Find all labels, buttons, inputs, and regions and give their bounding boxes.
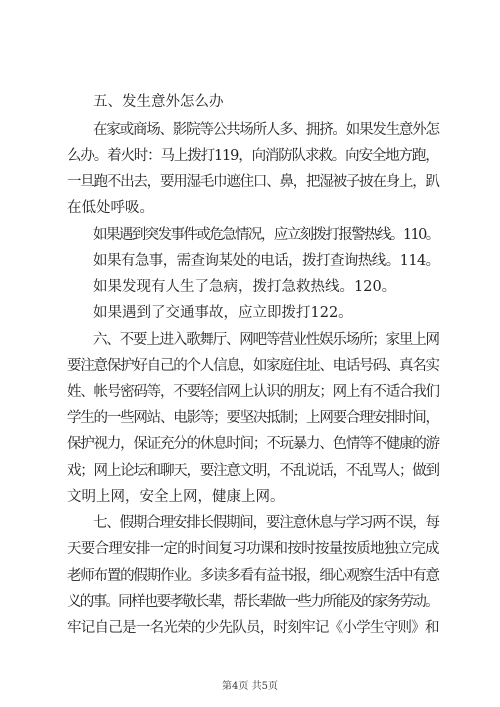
heading-section-5: 五、发生意外怎么办 [93, 94, 224, 110]
heading-section-6: 六、不要上进入歌舞厅、网吧等营业性娱乐场所；家里上网 [93, 332, 439, 348]
paragraph-line: 保护视力，保证充分的休息时间；不玩暴力、色情等不健康的游 [67, 436, 439, 452]
paragraph-line: 一旦跑不出去，要用湿毛巾遮住口、鼻，把湿被子披在身上，趴 [67, 174, 439, 190]
paragraph-line: 老师布置的假期作业。多读多看有益书报，细心观察生活中有意 [67, 568, 439, 584]
paragraph-line: 如果遇到突发事件或危急情况，应立刻拨打报警热线。110。 [93, 227, 439, 243]
paragraph-line: 义的事。同样也要孝敬长辈，帮长辈做一些力所能及的家务劳动。 [67, 594, 438, 610]
paragraph-line: 天要合理安排一定的时间复习功课和按时按量按质地独立完成 [67, 541, 439, 557]
paragraph-line: 如果发现有人生了急病，拨打急救热线。120。 [93, 279, 397, 295]
paragraph-line: 么办。着火时：马上拨打119，向消防队求救。向安全地方跑， [67, 148, 439, 164]
paragraph-line: 如果遇到了交通事故，应立即拨打122。 [93, 305, 353, 321]
paragraph-line: 学生的一些网站、电影等；要坚决抵制；上网要合理安排时间， [67, 410, 439, 426]
paragraph-line: 在家或商场、影院等公共场所人多、拥挤。如果发生意外怎 [93, 122, 439, 138]
paragraph-line: 文明上网，安全上网，健康上网。 [67, 489, 285, 505]
paragraph-line: 牢记自己是一名光荣的少先队员，时刻牢记《小学生守则》和 [67, 620, 439, 636]
paragraph-line: 如果有急事，需查询某处的电话，拨打查询热线。114。 [93, 253, 440, 269]
paragraph-line: 要注意保护好自己的个人信息，如家庭住址、电话号码、真名实 [67, 358, 439, 374]
heading-section-7: 七、假期合理安排长假期间，要注意休息与学习两不误，每 [93, 515, 439, 531]
paragraph-line: 姓、帐号密码等，不要轻信网上认识的朋友；网上有不适合我们 [67, 384, 439, 400]
page-footer: 第4页 共5页 [222, 681, 278, 692]
paragraph-line: 在低处呼吸。 [67, 200, 154, 216]
paragraph-line: 戏；网上论坛和聊天，要注意文明，不乱说话，不乱骂人；做到 [67, 463, 439, 479]
